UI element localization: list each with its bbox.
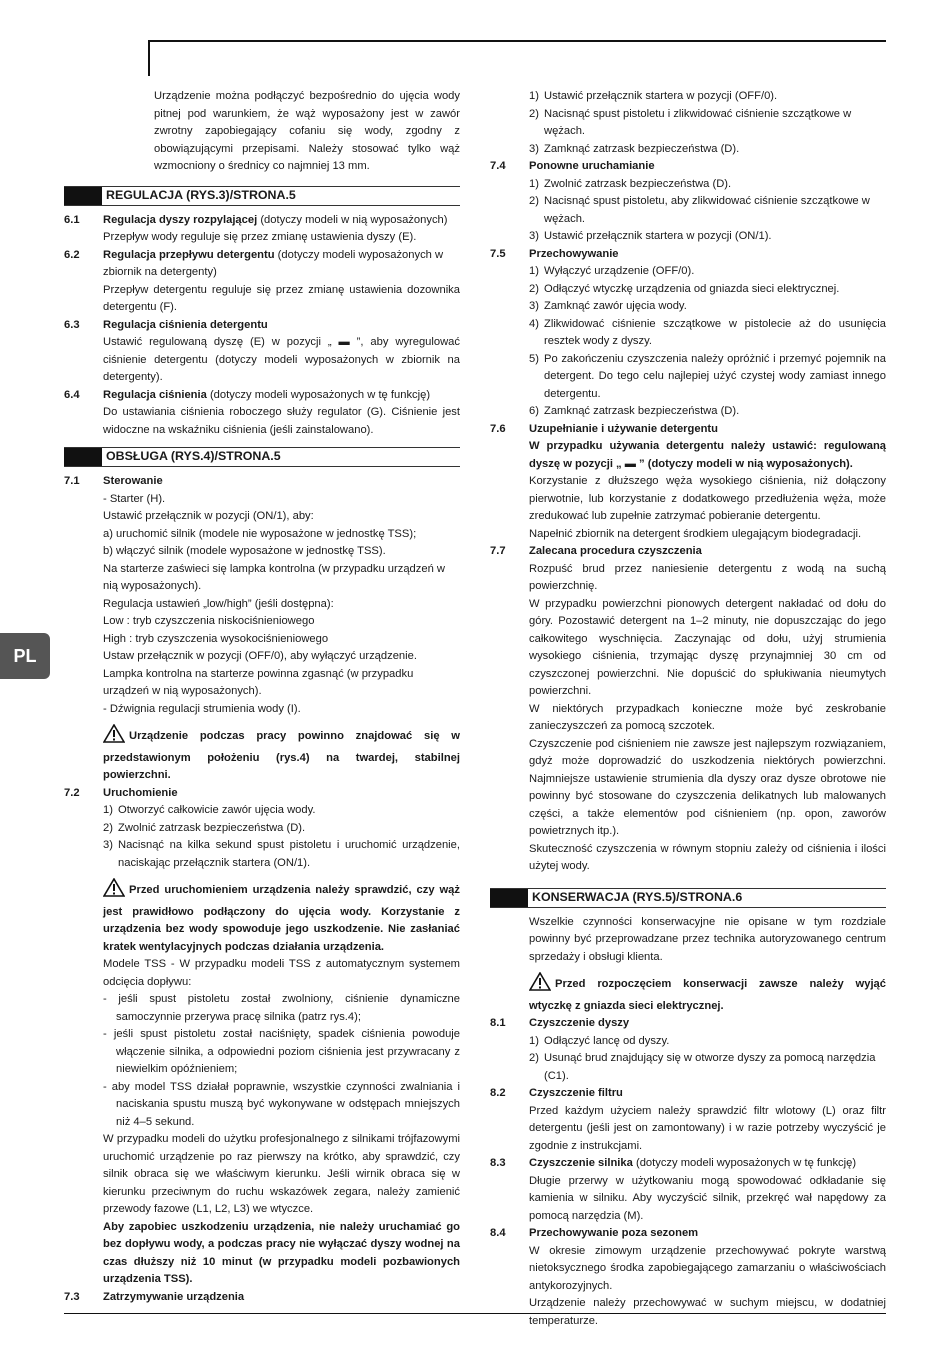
subsection-7-4: 7.4 Ponowne uruchamianie (490, 160, 655, 172)
subsection-8-1: 8.1 Czyszczenie dyszy (490, 1017, 630, 1029)
top-rule-corner (148, 40, 150, 76)
tss-intro: Modele TSS - W przypadku modeli TSS z automatycznym systemem odcięcia dopływu: (103, 958, 460, 988)
list-item: 1) Zwolnić zatrzask bezpieczeństwa (D). (529, 177, 732, 190)
warning-icon (529, 972, 551, 998)
warning-maintenance: Przed rozpoczęciem konserwacji zawsze należy wyjąć wtyczkę z gniazda sieci elektrycznej. (490, 972, 886, 1015)
text-7-1-line: High : tryb czyszczenia wysokociśnieniowego (103, 632, 329, 645)
text-7-1-line: - Starter (H). (103, 492, 166, 505)
text-7-7: W przypadku powierzchni pionowych detergent nakładać od dołu do góry. Pozostawić detergent na 1–2 minuty, nie dopuszczając do jego całkowitego wyschnięcia. Zaczynając od dołu, użyj strumienia wysokiego ciśnienia, trzymając dyszę przynajmniej 30 cm od czyszczonej powierzchni. Nie dopuścić do spłukiwania nieumytych powierzchni. (529, 597, 886, 697)
subsection-8-3: 8.3 Czyszczenie silnika (dotyczy modeli wyposażonych w tę funkcję) (490, 1157, 857, 1169)
text-7-1-line: Regulacja ustawień „low/high” (jeśli dostępna): (103, 597, 334, 610)
warning-7-1: Urządzenie podczas pracy powinno znajdować się w przedstawionym położeniu (rys.4) na twardej, stabilnej powierzchni. (64, 724, 460, 785)
maintenance-intro: Wszelkie czynności konserwacyjne nie opisane w tym rozdziale powinny być przeprowadzane przez technika autoryzowanego centrum sprzedaży i obsługi klienta. (529, 915, 886, 963)
text-7-1-line: - Dźwignia regulacji strumienia wody (I). (103, 702, 301, 715)
subsection-7-5: 7.5 Przechowywanie (490, 247, 619, 260)
text-7-1-line: Low : tryb czyszczenia niskociśnieniowego (103, 615, 315, 627)
text-7-1-line: Ustawić przełącznik w pozycji (ON/1), aby: (103, 510, 314, 522)
subsection-6-4: 6.4 Regulacja ciśnienia (dotyczy modeli wyposażonych w tę funkcję) (64, 388, 431, 401)
list-item: 4) Zlikwidować ciśnienie szczątkowe w pistolecie aż do usunięcia resztek wody z dyszy. (529, 317, 886, 347)
subsection-8-2: 8.2 Czyszczenie filtru (490, 1087, 623, 1099)
text-8-2: Przed każdym użyciem należy sprawdzić filtr wlotowy (L) oraz filtr detergentu (jeśli jest on zamontowany) i w razie potrzeby wyczyścić je zgodnie z instrukcjami. (529, 1104, 886, 1152)
top-rule (148, 40, 886, 42)
left-column (64, 88, 460, 1306)
text-6-3: Ustawić regulowaną dyszę (E) w pozycji „ ▬ ”, aby wyregulować ciśnienie detergentu (dotyczy modeli wyposażonych w zbiornik na detergenty). (103, 336, 460, 383)
intro-paragraph: Urządzenie można podłączyć bezpośrednio do ujęcia wody pitnej pod warunkiem, że wąż wyposażony jest w zawór zwrotny zapobiegający cofaniu się wody, zgodny z obowiązującymi przepisami. Należy stosować tylko wąż wzmocniony o średnicy co najmniej 13 mm. (154, 90, 460, 172)
text-6-2: Przepływ detergentu reguluje się przez zmianę ustawienia dozownika detergentu (F). (103, 283, 460, 313)
professional-note: W przypadku modeli do użytku profesjonalnego z silnikami trójfazowymi uruchomić urządzenie po raz pierwszy na krótko, aby sprawdzić, czy silnik obraca się we właściwym kierunku. Jeśli wirnik obraca się w kierunku przeciwnym do ruchu wskazówek zegara, należy zamienić przewody fazowe (L1, L2, L3) we wtyczce. (103, 1133, 460, 1215)
text-6-1: Przepływ wody reguluje się przez zmianę ustawienia dyszy (E). (103, 231, 417, 243)
list-item: 2) Usunąć brud znajdujący się w otworze dyszy za pomocą narzędzia (C1). (529, 1052, 876, 1082)
list-item: 6) Zamknąć zatrzask bezpieczeństwa (D). (529, 405, 740, 417)
text-7-7: Skuteczność czyszczenia w równym stopniu zależy od ciśnienia i ilości użytej wody. (529, 842, 886, 872)
list-item: 1) Otworzyć całkowicie zawór ujęcia wody. (103, 804, 316, 816)
list-item: 2) Zwolnić zatrzask bezpieczeństwa (D). (103, 821, 306, 834)
list-item: 3) Nacisnąć na kilka sekund spust pistoletu i uruchomić urządzenie, naciskając przełącznik startera (ON/1). (103, 839, 460, 869)
subsection-7-6: 7.6 Uzupełnianie i używanie detergentu (490, 422, 718, 435)
text-7-1-line: Na starterze zaświeci się lampka kontrolna (w przypadku urządzeń w nią wyposażonych). (103, 562, 445, 592)
text-7-1-line: b) włączyć silnik (modele wyposażone w jednostkę TSS). (103, 545, 386, 557)
warning-icon (103, 878, 125, 904)
subsection-8-4: 8.4 Przechowywanie poza sezonem (490, 1227, 699, 1239)
list-item: 3) Zamknąć zatrzask bezpieczeństwa (D). (529, 142, 740, 155)
subsection-6-2: 6.2 Regulacja przepływu detergentu (dotyczy modeli wyposażonych w zbiornik na detergenty) (64, 248, 444, 278)
tss-item: - jeśli spust pistoletu został zwolniony, ciśnienie dynamiczne samoczynnie przerywa pracę silnika (patrz rys.4); (103, 993, 460, 1023)
subsection-6-3: 6.3 Regulacja ciśnienia detergentu (64, 318, 268, 331)
tss-item: - jeśli spust pistoletu został naciśnięty, spadek ciśnienia powoduje włączenie silnika, a odpowiedni poziom ciśnienia jest przywracany z niewielkim opóźnieniem; (103, 1028, 460, 1075)
list-item: 5) Po zakończeniu czyszczenia należy opróżnić i przemyć pojemnik na detergent. Do tego celu najlepiej użyć czystej wody zamiast innego detergentu. (529, 352, 886, 400)
text-7-7: Rozpuść brud przez naniesienie detergentu z wodą na suchą powierzchnię. (529, 562, 886, 592)
list-item: 3) Ustawić przełącznik startera w pozycji (ON/1). (529, 230, 772, 242)
warning-7-2: Przed uruchomieniem urządzenia należy sprawdzić, czy wąż jest prawidłowo podłączony do ujęcia wody. Korzystanie z urządzenia bez wody spowoduje jego uszkodzenie. Nie zasłaniać kratek wentylacyjnych podczas działania urządzenia. (64, 878, 460, 956)
section-heading-obsluga: OBSŁUGA (RYS.4)/STRONA.5 (64, 447, 460, 467)
detergent-note: W przypadku używania detergentu należy ustawić: regulowaną dyszę w pozycji „ ▬ ” (dotyczy modeli w nią wyposażonych). (529, 440, 886, 470)
professional-warning: Aby zapobiec uszkodzeniu urządzenia, nie należy uruchamiać go bez dopływu wody, a podczas pracy nie wyłączać dyszy wodnej na czas dłuższy niż 10 minut (w przypadku modeli pozbawionych urządzenia TSS). (103, 1220, 460, 1285)
text-7-1-line: Lampka kontrolna na starterze powinna zgasnąć (w przypadku urządzeń w nią wyposażonych). (103, 667, 414, 697)
language-tab[interactable]: PL (0, 633, 50, 679)
subsection-7-3: 7.3 Zatrzymywanie urządzenia (64, 1290, 245, 1303)
text-7-6: Korzystanie z dłuższego węża wysokiego ciśnienia, niż dołączony pierwotnie, lub korzystanie z dodatkowego przedłużenia węża, może zredukować lub zupełnie zatrzymać pobieranie detergentu. (529, 475, 886, 522)
text-7-7: W niektórych przypadkach konieczne może być zeskrobanie zanieczyszczeń za pomocą szczotek. (529, 702, 886, 732)
text-8-4: W okresie zimowym urządzenie przechowywać pokryte warstwą nietoksycznego środka zapobiegającego zamarzaniu o właściwościach antykorozyjnych. (529, 1244, 886, 1292)
list-item: 3) Zamknąć zawór ujęcia wody. (529, 300, 687, 312)
list-item: 1) Wyłączyć urządzenie (OFF/0). (529, 265, 695, 277)
subsection-6-1: 6.1 Regulacja dyszy rozpylającej (dotyczy modeli w nią wyposażonych) (64, 213, 448, 226)
subsection-7-7: 7.7 Zalecana procedura czyszczenia (490, 545, 702, 557)
right-column (490, 88, 886, 1330)
text-7-7: Czyszczenie pod ciśnieniem nie zawsze jest najlepszym rozwiązaniem, gdyż może doprowadzić do uszkodzenia niektórych powierzchni. Najmniejsze ustawienie strumienia dla dyszy oraz dysze obrotowe nie powinny być stosowane do czyszczenia delikatnych lub malowanych części, a także elementów pod ciśnieniem (np. opon, zaworów powietrznych itp.). (529, 737, 886, 837)
tss-item: - aby model TSS działał poprawnie, wszystkie czynności zwalniania i naciskania spustu muszą być wykonywane w odstępach mniejszych niż 4–5 sekund. (103, 1080, 460, 1128)
subsection-7-1: 7.1 Sterowanie (64, 475, 163, 487)
text-8-4: Urządzenie należy przechowywać w suchym miejscu, w dodatniej temperaturze. (529, 1297, 886, 1327)
text-7-1-line: a) uruchomić silnik (modele nie wyposażone w jednostkę TSS); (103, 527, 417, 540)
list-item: 1) Odłączyć lancę od dyszy. (529, 1034, 670, 1047)
list-item: 2) Nacisnąć spust pistoletu, aby zlikwidować ciśnienie szczątkowe w wężach. (529, 195, 870, 225)
text-7-6: Napełnić zbiornik na detergent środkiem ulegającym biodegradacji. (529, 527, 862, 540)
text-7-1-line: Ustaw przełącznik w pozycji (OFF/0), aby wyłączyć urządzenie. (103, 650, 417, 662)
text-6-4: Do ustawiania ciśnienia roboczego służy regulator (G). Ciśnienie jest widoczne na wskaźniku ciśnienia (jeśli zainstalowano). (103, 406, 460, 436)
warning-icon (103, 724, 125, 750)
subsection-7-2: 7.2 Uruchomienie (64, 786, 178, 799)
list-item: 2) Nacisnąć spust pistoletu i zlikwidować ciśnienie szczątkowe w wężach. (529, 107, 852, 137)
list-item: 2) Odłączyć wtyczkę urządzenia od gniazda sieci elektrycznej. (529, 282, 840, 295)
text-8-3: Długie przerwy w użytkowaniu mogą spowodować odkładanie się kamienia w silniku. Aby wyczyścić silnik, przekręć wał napędowy za pomocą narzędzia (M). (529, 1174, 886, 1222)
section-heading-konserwacja: KONSERWACJA (RYS.5)/STRONA.6 (490, 888, 886, 908)
section-heading-regulacja: REGULACJA (RYS.3)/STRONA.5 (64, 186, 460, 206)
list-item: 1) Ustawić przełącznik startera w pozycji (OFF/0). (529, 90, 778, 102)
